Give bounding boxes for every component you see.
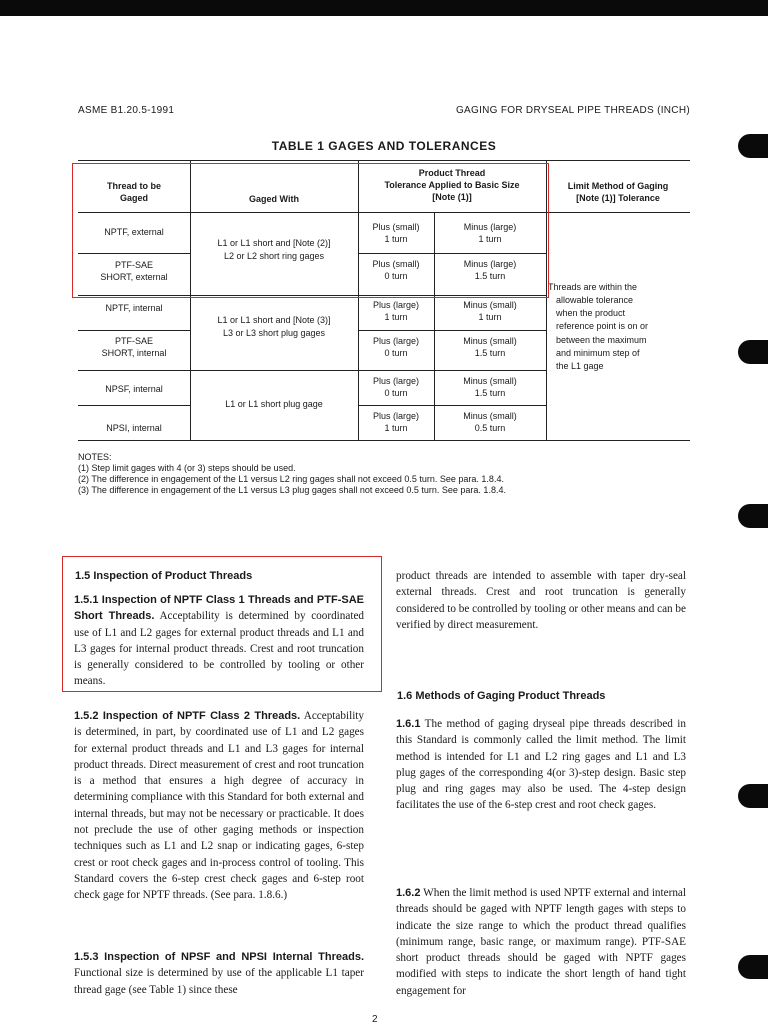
- plus-cell: Plus (large): [372, 411, 419, 421]
- minus-cell: Minus (large): [463, 222, 517, 232]
- binder-hole-mark: [738, 134, 768, 158]
- plus-cell: Plus (small): [372, 222, 420, 232]
- plus-cell: Plus (large): [372, 376, 419, 386]
- minus-cell: Minus (small): [463, 300, 517, 310]
- plus-cell: 0 turn: [384, 348, 408, 358]
- header-thread-line2: Gaged: [119, 193, 148, 203]
- header-product-line1: Product Thread: [418, 168, 486, 178]
- note-heading: NOTES:: [78, 452, 112, 462]
- limit-text: allowable tolerance: [556, 295, 634, 305]
- page-number: 2: [372, 1014, 378, 1025]
- minus-cell: Minus (large): [463, 259, 517, 269]
- header-thread-line1: Thread to be: [106, 181, 161, 191]
- limit-text: when the product: [556, 308, 626, 318]
- minus-cell: 1 turn: [478, 312, 502, 322]
- row-thread: PTF-SAE SHORT, internal: [101, 336, 167, 358]
- plus-cell: 1 turn: [384, 312, 408, 322]
- paragraph-1-6-1: [396, 716, 686, 814]
- section-1-6-heading: 1.6 Methods of Gaging Product Threads: [397, 690, 606, 702]
- plus-cell: 1 turn: [384, 423, 408, 433]
- paragraph-1-5-3-heading: 1.5.3 Inspection of NPSF and NPSI Internal Threads.: [74, 951, 364, 963]
- scan-top-edge: [0, 0, 768, 16]
- paragraph-1-5-1-body: Acceptability is determined by coordinated use of L1 and L2 gages for external product threads and L1 and L3 gages for internal product threads. Crest and root truncation is generally considered to be controlled by tooling or other means.: [74, 610, 365, 688]
- minus-cell: Minus (small): [463, 411, 517, 421]
- running-header-left: ASME B1.20.5-1991: [78, 105, 175, 116]
- paragraph-1-6-2: [396, 885, 686, 999]
- paragraph-1-5-2-body: Acceptability is determined, in part, by coordinated use of L1 and L2 gages for external product threads and L1 and L3 gages for internal product threads. Direct measurement of crest and root truncation is a method that ensures a high degree of accuracy in determining compliance with this Standard for both external and internal threads, but may not be necessary or practicable. It does not preclude the use of other gaging methods or inspection techniques such as L1 and L2 snap or indicating gages, 6-step crest or root check gages and in-process control of tooling. This Standard covers the 6-step crest check gages and 6-step root check gage for NPTF threads. (See para. 1.8.6.): [74, 710, 364, 902]
- binder-hole-mark: [738, 340, 768, 364]
- binder-hole-mark: [738, 955, 768, 979]
- gaged-with-text: L1 or L1 short and [Note (2)]: [217, 238, 331, 248]
- plus-cell: Plus (small): [372, 259, 420, 269]
- table-notes: [78, 452, 506, 496]
- paragraph-1-5-1: [74, 592, 364, 690]
- header-product-line3: [Note (1)]: [432, 192, 472, 202]
- paragraph-1-5-3-body: Functional size is determined by use of the applicable L1 taper thread gage (see Table 1) since these: [74, 967, 364, 996]
- note-line: (1) Step limit gages with 4 (or 3) steps should be used.: [78, 463, 296, 473]
- binder-hole-mark: [738, 504, 768, 528]
- limit-text: between the maximum: [556, 335, 647, 345]
- header-limit-line1: Limit Method of Gaging: [567, 181, 669, 191]
- row-thread: NPSF, internal: [105, 384, 163, 394]
- minus-cell: 1 turn: [478, 234, 502, 244]
- running-header-right: GAGING FOR DRYSEAL PIPE THREADS (INCH): [455, 105, 690, 116]
- row-thread: NPSI, internal: [106, 423, 162, 433]
- note-line: (2) The difference in engagement of the L1 versus L2 ring gages shall not exceed 0.5 turn. See para. 1.8.4.: [78, 474, 504, 484]
- limit-text: and minimum step of: [556, 348, 640, 358]
- paragraph-1-5-2: [74, 708, 364, 904]
- minus-cell: 1.5 turn: [474, 271, 506, 281]
- row-thread: NPTF, external: [104, 227, 164, 237]
- plus-cell: 1 turn: [384, 234, 408, 244]
- plus-cell: Plus (large): [372, 336, 419, 346]
- paragraph-1-6-1-heading: 1.6.1: [396, 718, 421, 730]
- limit-text: reference point is on or: [556, 321, 649, 331]
- minus-cell: 1.5 turn: [474, 348, 506, 358]
- minus-cell: 1.5 turn: [474, 388, 506, 398]
- paragraph-1-6-1-body: The method of gaging dryseal pipe threads described in this Standard is commonly called the limit method. The limit method is intended for L1 and L2 ring gages and L1 and L3 plug gages of the corresponding 4(or 3)-step design. Basic step plug and ring gages may also be used. The 4-step design facilitates the use of the 6-step crest and root check gages.: [396, 718, 686, 812]
- binder-hole-mark: [738, 784, 768, 808]
- paragraph-1-6-2-body: When the limit method is used NPTF external and internal threads should be gaged with NPTF length gages with steps to indicate the size range to which the product thread qualifies (minimum range, basic range, or maximum range). PTF-SAE short product threads should be gaged with NPTF gages modified with steps to indicate the short length of hand tight engagement for: [396, 887, 686, 997]
- section-1-5-heading: 1.5 Inspection of Product Threads: [75, 570, 253, 582]
- plus-cell: Plus (large): [372, 300, 419, 310]
- gaged-with-text: L3 or L3 short plug gages: [222, 328, 326, 338]
- header-product-line2: Tolerance Applied to Basic Size: [384, 180, 520, 190]
- header-gaged-with: Gaged With: [249, 194, 299, 204]
- paragraph-1-5-3: [74, 949, 364, 998]
- limit-text: the L1 gage: [556, 361, 604, 371]
- minus-cell: Minus (small): [463, 376, 517, 386]
- gaged-with-text: L2 or L2 short ring gages: [223, 251, 325, 261]
- paragraph-1-5-2-heading: 1.5.2 Inspection of NPTF Class 2 Threads.: [74, 710, 301, 722]
- minus-cell: Minus (small): [463, 336, 517, 346]
- table-title: TABLE 1 GAGES AND TOLERANCES: [271, 139, 497, 153]
- paragraph-1-6-2-heading: 1.6.2: [396, 887, 421, 899]
- plus-cell: 0 turn: [384, 388, 408, 398]
- limit-text: Threads are within the: [548, 282, 638, 292]
- annotation-box-table: [72, 163, 549, 298]
- plus-cell: 0 turn: [384, 271, 408, 281]
- header-limit-line2: [Note (1)] Tolerance: [576, 193, 660, 203]
- minus-cell: 0.5 turn: [474, 423, 506, 433]
- paragraph-continued: product threads are intended to assemble with taper dry-seal external threads. Crest and root truncation is generally considered to be controlled by tooling or other means and can be verified by direct measurement.: [396, 570, 686, 631]
- row-thread: NPTF, internal: [105, 303, 163, 313]
- note-line: (3) The difference in engagement of the L1 versus L3 plug gages shall not exceed 0.5 turn. See para. 1.8.4.: [78, 485, 506, 495]
- row-thread: PTF-SAE SHORT, external: [100, 260, 168, 282]
- gaged-with-text: L1 or L1 short and [Note (3)]: [217, 315, 331, 325]
- gaged-with-text: L1 or L1 short plug gage: [225, 399, 323, 409]
- paragraph-1-5-1-heading: 1.5.1 Inspection of NPTF Class 1 Threads and PTF-SAE Short Threads.: [74, 594, 364, 623]
